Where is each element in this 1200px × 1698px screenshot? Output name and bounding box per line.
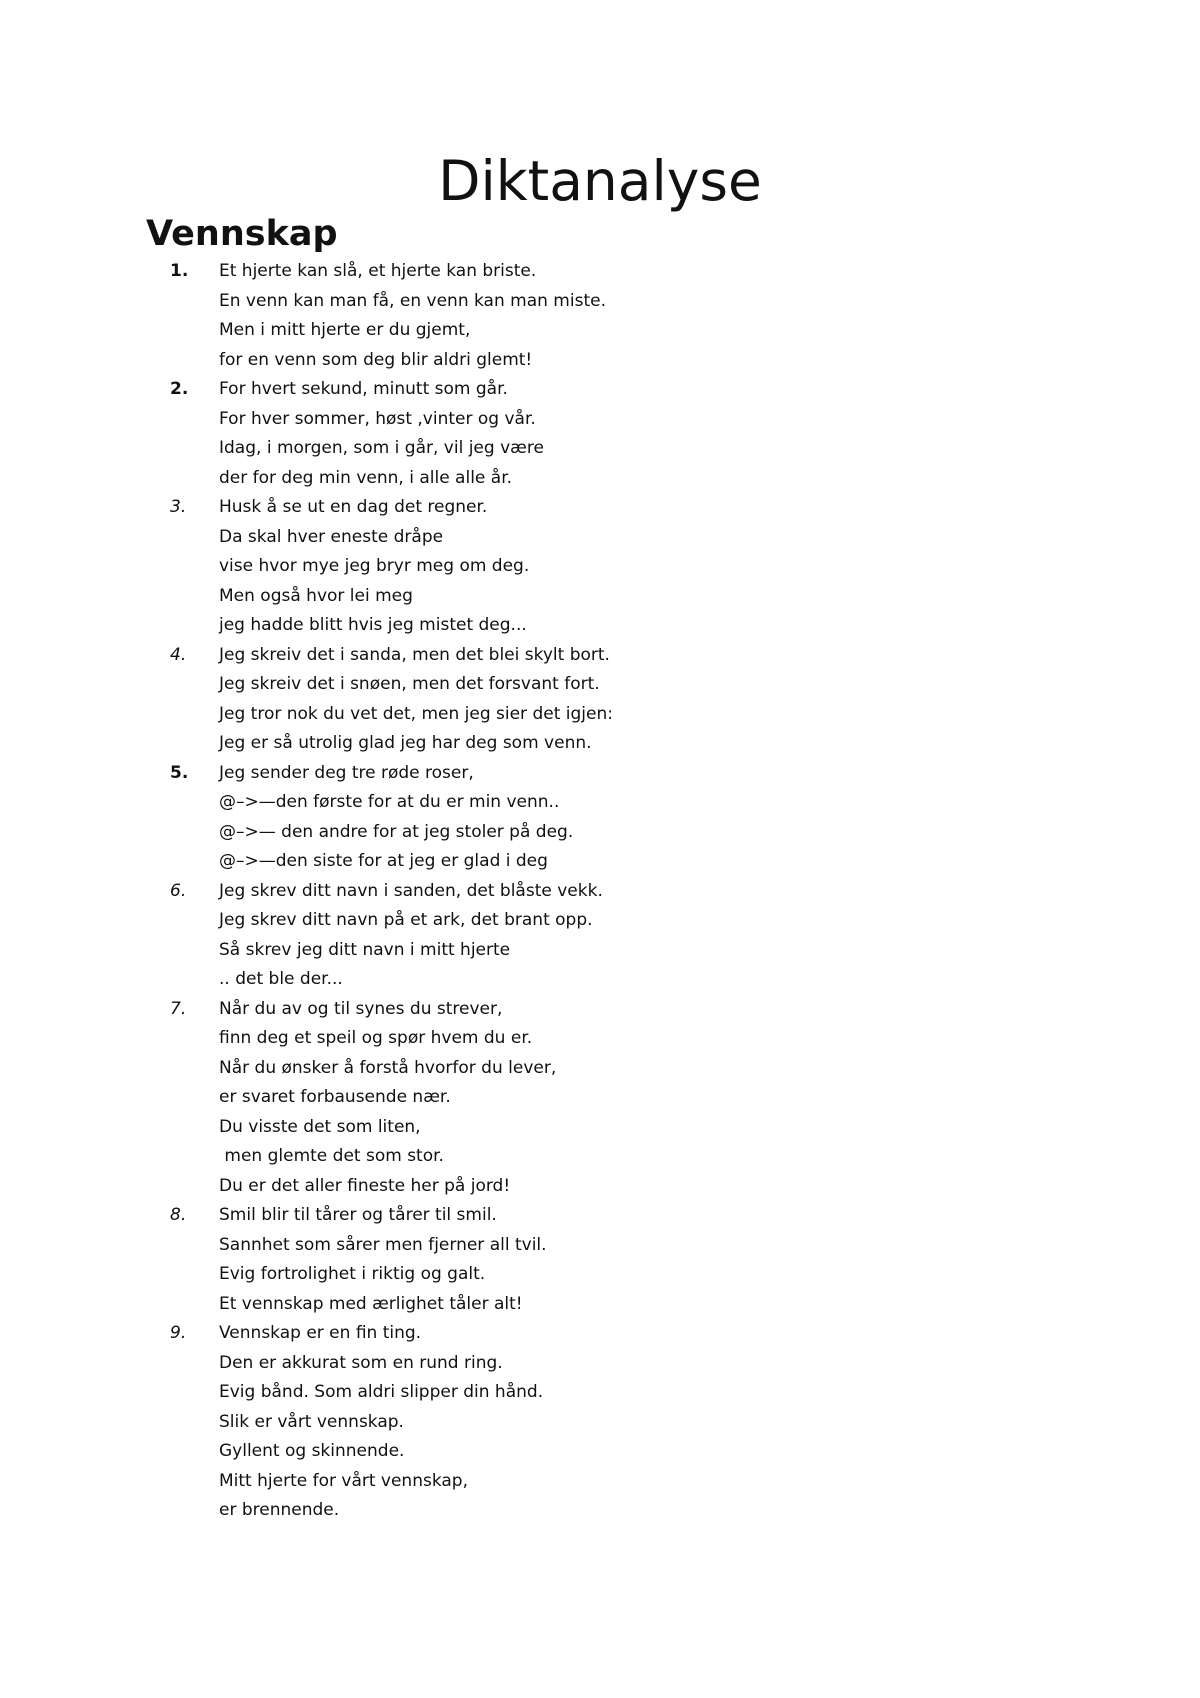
poem-lines (219, 375, 1200, 493)
poem-number: 8. (170, 1205, 187, 1225)
poem-lines (219, 493, 1200, 641)
poem-number: 4. (170, 644, 187, 665)
poem-line: Slik er vårt vennskap. (219, 1411, 404, 1432)
poem-lines (219, 759, 1200, 877)
poem-item (0, 641, 1200, 759)
poem-item (0, 877, 1200, 995)
poem-line: Mitt hjerte for vårt vennskap, (219, 1470, 468, 1491)
poem-line: For hvert sekund, minutt som går. (219, 379, 508, 399)
poem-lines (219, 995, 1200, 1202)
poem-lines (219, 877, 1200, 995)
poem-line: Når du ønsker å forstå hvorfor du lever, (219, 1057, 557, 1078)
poem-line: der for deg min venn, i alle alle år. (219, 467, 513, 488)
poem-number: 9. (170, 1323, 187, 1343)
poem-lines (219, 1201, 1200, 1319)
poem-line: jeg hadde blitt hvis jeg mistet deg... (219, 615, 527, 635)
poem-line: Vennskap er en fin ting. (219, 1323, 422, 1343)
poem-line: vise hvor mye jeg bryr meg om deg. (219, 556, 530, 576)
poem-line: for en venn som deg blir aldri glemt! (219, 349, 533, 370)
poem-item (0, 1319, 1200, 1526)
poem-line: Idag, i morgen, som i går, vil jeg være (219, 438, 544, 458)
poem-line: Gyllent og skinnende. (219, 1441, 405, 1461)
poem-number: 5. (170, 762, 189, 783)
poem-line: finn deg et speil og spør hvem du er. (219, 1028, 533, 1048)
poem-line: .. det ble der... (219, 969, 343, 989)
poem-line: Du er det aller fineste her på jord! (219, 1175, 511, 1196)
poem-line: Jeg skreiv det i sanda, men det blei skylt bort. (219, 644, 610, 665)
poem-line: Du visste det som liten, (219, 1116, 421, 1137)
poem-line: Jeg skreiv det i snøen, men det forsvant fort. (219, 674, 600, 694)
page-title: Diktanalyse (438, 149, 762, 213)
poem-item (0, 375, 1200, 493)
poem-number: 6. (170, 880, 187, 901)
poem-lines (219, 641, 1200, 759)
poem-item (0, 1201, 1200, 1319)
poem-lines (219, 257, 1200, 375)
poem-number: 2. (170, 379, 189, 399)
poem-item (0, 759, 1200, 877)
poem-line: Når du av og til synes du strever, (219, 998, 503, 1019)
poem-line: Evig fortrolighet i riktig og galt. (219, 1264, 486, 1284)
poem-line: En venn kan man få, en venn kan man miste. (219, 290, 606, 311)
poem-item (0, 995, 1200, 1202)
poem-lines (219, 1319, 1200, 1526)
poem-line: @–>—den siste for at jeg er glad i deg (219, 851, 548, 871)
poem-line: Da skal hver eneste dråpe (219, 526, 444, 547)
poem-line: @–>— den andre for at jeg stoler på deg. (219, 821, 574, 842)
poem-line: Evig bånd. Som aldri slipper din hånd. (219, 1382, 544, 1402)
poem-line: Et hjerte kan slå, et hjerte kan briste. (219, 261, 537, 281)
poem-line: Jeg er så utrolig glad jeg har deg som venn. (219, 733, 592, 753)
poem-line: Sannhet som sårer men fjerner all tvil. (219, 1234, 547, 1255)
poem-line: Men også hvor lei meg (219, 585, 413, 606)
poem-line: Et vennskap med ærlighet tåler alt! (219, 1293, 523, 1314)
poem-line: Jeg sender deg tre røde roser, (219, 762, 474, 783)
poem-item (0, 257, 1200, 375)
section-heading: Vennskap (146, 214, 338, 254)
poem-list (0, 257, 1200, 1526)
poem-line: @–>—den første for at du er min venn.. (219, 792, 560, 812)
poem-line: Jeg skrev ditt navn på et ark, det brant opp. (219, 910, 593, 930)
poem-line: Men i mitt hjerte er du gjemt, (219, 320, 471, 340)
poem-line: For hver sommer, høst ,vinter og vår. (219, 408, 536, 429)
poem-line: Den er akkurat som en rund ring. (219, 1352, 503, 1373)
poem-line: er brennende. (219, 1500, 340, 1520)
poem-line: Husk å se ut en dag det regner. (219, 497, 488, 517)
poem-line: er svaret forbausende nær. (219, 1087, 451, 1107)
poem-line: Jeg tror nok du vet det, men jeg sier det igjen: (219, 703, 613, 724)
poem-line: men glemte det som stor. (219, 1146, 444, 1166)
poem-number: 1. (170, 261, 189, 281)
poem-number: 3. (170, 497, 187, 517)
poem-line: Jeg skrev ditt navn i sanden, det blåste vekk. (219, 880, 603, 901)
poem-line: Så skrev jeg ditt navn i mitt hjerte (219, 939, 511, 960)
poem-number: 7. (170, 998, 187, 1019)
poem-item (0, 493, 1200, 641)
poem-line: Smil blir til tårer og tårer til smil. (219, 1205, 497, 1225)
